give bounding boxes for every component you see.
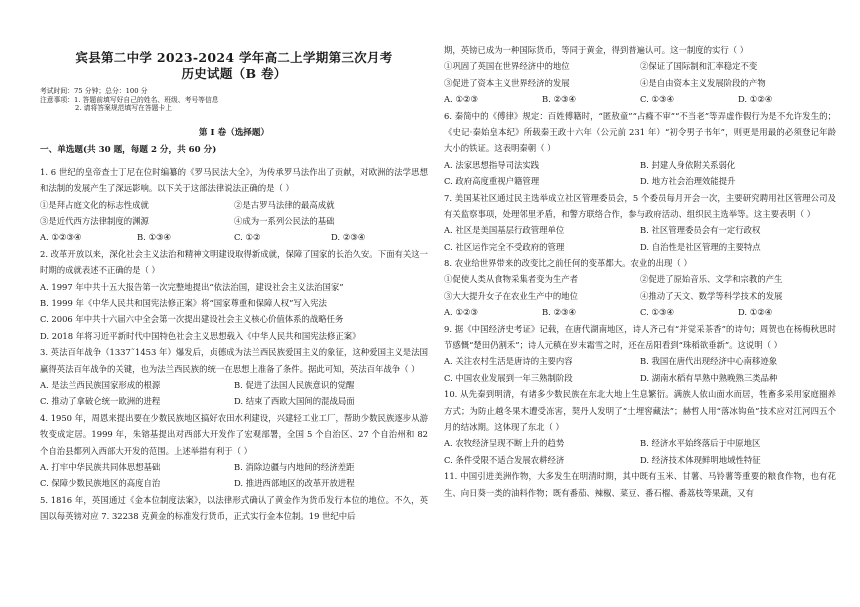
option-list	[444, 435, 836, 468]
statement: ④推动了天文、数学等科学技术的发展	[640, 290, 783, 301]
title-line1: 宾县第二中学 2023-2024 学年高二上学期第三次月考	[75, 50, 393, 65]
option-c: C. 社区运作完全不受政府的管理	[444, 241, 565, 252]
question-stem: 8. 农业给世界带来的改变比之前任何的变革都大。农业的出现（ ）	[444, 258, 692, 269]
option-b: B. 封建人身依附关系弱化	[640, 159, 736, 170]
title-line2: 历史试题（B 卷）	[181, 65, 287, 81]
option-a: A. 法家思想指导司法实践	[444, 159, 540, 170]
option-b: B. 促进了法国人民族意识的觉醒	[234, 379, 355, 390]
option-a: A. 农牧经济呈现不断上升的趋势	[444, 438, 565, 449]
option-a: A. 社区是美国基层行政管理单位	[444, 225, 565, 236]
exam-title	[40, 50, 428, 81]
option-list	[444, 304, 836, 320]
statement: ②促进了原始音乐、文学和宗教的产生	[640, 274, 783, 285]
question-10	[444, 386, 836, 468]
option-c: C. 政府高度重视户籍管理	[444, 176, 540, 187]
meta-line2: 注意事项：1. 答题前填写好自己的姓名、班级、考号等信息	[40, 95, 219, 104]
question-stem: 4. 1950 年，周恩来提出要在少数民族地区搞好农田水利建设，兴建轻工业工厂，帮助少数民族逐步从游牧变成定居。1999 年，朱镕基提出对西部大开发作了宏观部署，全国 5 个自治区、27 个自治州和 82 个自治县都列入西部大开发的范围。上述举措有利于（ ）	[40, 412, 428, 456]
option-d: D. 地方社会治理效能提升	[640, 176, 736, 187]
meta-line3: 2. 请将答案规范填写在答题卡上	[75, 104, 173, 113]
option-c: C. 中国农业发展到一年三熟制阶段	[444, 372, 573, 383]
question-stem: 7. 美国某社区通过民主选举成立社区管理委员会，5 个委员每月开会一次，主要研究聘用社区管理公司及有关监察事项，处理邻里矛盾，和警方联络合作，参与政府活动、组织民主选举等。这主要表明（ ）	[444, 192, 836, 219]
option-a: A. ①②③	[444, 94, 478, 105]
option-b: B. 社区管理委员会有一定行政权	[640, 225, 761, 236]
statement-list	[444, 271, 836, 304]
statement: ④成为一系列公民法的基础	[234, 216, 335, 227]
option-a: A. 是法兰西民族国家形成的根源	[40, 379, 161, 390]
option-d: D. ①②④	[738, 94, 773, 105]
option-list	[444, 353, 836, 386]
option-list	[444, 91, 836, 107]
statement-list	[40, 197, 428, 230]
option-list	[444, 157, 836, 190]
option-c: C. 推动了拿破仑统一欧洲的进程	[40, 396, 161, 407]
option-d: D. 自治性是社区管理的主要特点	[640, 241, 761, 252]
option-c: C. 2006 年中共十六届六中全会第一次提出建设社会主义核心价值体系的战略任务	[40, 314, 344, 325]
question-stem: 10. 从先秦到明清，有诸多少数民族在东北大地上生息繁衍。满族人依山面水而居，牲畜多采用家庭圈养方式；为防止越冬果木遭受冻害，契丹人发明了“土埋窖藏法”；赫哲人用“落冰钩鱼”技术应对江河四五个月的结冰期。这体现了东北（ ）	[444, 389, 836, 432]
option-d: D. 结束了西欧大国间的混战局面	[234, 396, 355, 407]
option-d: D. 推进西部地区的改革开放进程	[234, 478, 355, 489]
part-heading: 一、单选题(共 30 题，每题 2 分，共 60 分)	[40, 145, 217, 156]
option-list	[444, 222, 836, 255]
option-a: A. 打牢中华民族共同体思想基础	[40, 461, 161, 472]
option-a: A. ①②③④	[40, 232, 82, 243]
question-stem: 9. 据《中国经济史考证》记载，在唐代湖南地区，诗人齐己有“并觉采茶香”的诗句；周贺也在杨梅秋思时节感慨“楚田仍割禾”；诗人元稹在岁末霜雪之时，还在岳阳看到“珠稻欲垂新”。这说明（ ）	[444, 323, 836, 351]
question-stem: 5. 1816 年，英国通过《金本位制度法案》，以法律形式确认了黄金作为货币发行本位的地位。不久，英国以每英镑对应 7. 32238 克黄金的标准发行货币，正式实行金本位制。19 世纪中后	[40, 494, 428, 522]
statement: ①促使人类从食物采集者变为生产者	[444, 274, 578, 285]
option-b: B. 我国在唐代出现经济中心南移迹象	[640, 356, 778, 367]
option-c: C. ①③④	[640, 307, 674, 318]
option-b: B. 经济水平始终落后于中原地区	[640, 438, 761, 449]
option-c: C. ①③④	[640, 94, 674, 105]
option-b: B. 1999 年《中华人民共和国宪法修正案》将“国家尊重和保障人权”写入宪法	[40, 298, 327, 309]
statement: ②保证了国际制和汇率稳定不变	[640, 61, 758, 72]
question-stem: 6. 秦简中的《傅律》规定：百姓傅籍时，“匿敖童”“占癃不审”“不当老”等弄虚作假行为是不允许发生的；《史记·秦始皇本纪》所载秦王政十六年（公元前 231 年）“初令男子书年”，则更是用最的必须登记年龄大小的铁证。这表明秦朝（ ）	[444, 110, 836, 154]
option-a: A. 关注农村生活是唐诗的主要内容	[444, 356, 573, 367]
option-d: D. 2018 年将习近平新时代中国特色社会主义思想载入《中华人民共和国宪法修正案》	[40, 330, 361, 341]
statement: ①巩固了英国在世界经济中的地位	[444, 61, 570, 72]
option-list	[40, 459, 428, 492]
question-3	[40, 344, 428, 410]
question-2	[40, 246, 428, 344]
option-d: D. ②③④	[331, 232, 366, 243]
statement-list	[444, 58, 836, 91]
question-6	[444, 108, 836, 190]
question-7	[444, 190, 836, 256]
question-5	[40, 492, 428, 525]
option-b: B. ①③④	[137, 232, 172, 243]
question-stem: 1. 6 世纪的皇帝查士丁尼在位时编纂的《罗马民法大全》，为传承罗马法作出了贡献，对欧洲的法学思想和法制的发展产生了深远影响。以下关于这部法律说法正确的是（ ）	[40, 166, 428, 194]
right-column	[444, 0, 836, 501]
option-list	[40, 377, 428, 410]
statement: ②是古罗马法律的最高成就	[234, 199, 335, 210]
option-d: D. ①②④	[738, 307, 773, 318]
option-a: A. 1997 年中共十五大报告第一次完整地提出“依法治国，建设社会主义法治国家”	[40, 281, 344, 292]
statement: ④是自由资本主义发展阶段的产物	[640, 77, 766, 88]
section-title: 第 I 卷（选择题）	[198, 127, 270, 138]
question-stem: 3. 英法百年战争（1337˜1453 年）爆发后，贞德成为法兰西民族爱国主义的象征，这种爱国主义是法国赢得英法百年战争的关键，也为法兰西民族的统一在思想上准备了条件。据此可知，英法百年战争（ ）	[40, 347, 428, 374]
option-b: B. ②③④	[542, 307, 577, 318]
option-c: C. ①②	[234, 232, 261, 243]
exam-meta	[40, 87, 428, 112]
option-c: C. 条件受限不适合发展农耕经济	[444, 454, 565, 465]
option-c: C. 保障少数民族地区的高度自治	[40, 478, 161, 489]
question-8	[444, 255, 836, 321]
statement: ③促进了资本主义世界经济的发展	[444, 77, 570, 88]
option-list	[40, 229, 428, 245]
question-5-continued: 期，英镑已成为一种国际货币，等同于黄金，得到普遍认可。这一制度的实行（ ）	[444, 45, 749, 55]
question-4	[40, 410, 428, 492]
option-b: B. 消除边疆与内地间的经济差距	[234, 461, 355, 472]
meta-line1: 考试时间：75 分钟；总分：100 分	[40, 87, 148, 96]
option-b: B. ②③④	[542, 94, 577, 105]
question-11	[444, 468, 836, 501]
option-d: D. 经济技术体现鲜明地域性特征	[640, 454, 761, 465]
option-d: D. 湖南水稻有旱熟中熟晚熟三类品种	[640, 372, 778, 383]
question-stem: 2. 改革开放以来，深化社会主义法治和精神文明建设取得新成就，保障了国家的长治久安。下面有关这一时期的成就表述不正确的是（ ）	[40, 248, 428, 276]
statement: ①是拜占庭文化的标志性成就	[40, 199, 149, 210]
left-column	[40, 0, 428, 524]
option-a: A. ①②③	[444, 307, 478, 318]
question-9	[444, 321, 836, 387]
question-stem: 11. 中国引进美洲作物，大多发生在明清时期，其中既有玉米、甘薯、马铃薯等重要的粮食作物，也有花生、向日葵一类的油料作物；既有番茄、辣椒、菜豆、番石榴、番荔枝等果蔬，又有	[444, 471, 836, 498]
question-1	[40, 164, 428, 246]
statement: ③大大提升女子在农业生产中的地位	[444, 290, 578, 301]
statement: ③是近代西方法律制度的渊源	[40, 216, 149, 227]
